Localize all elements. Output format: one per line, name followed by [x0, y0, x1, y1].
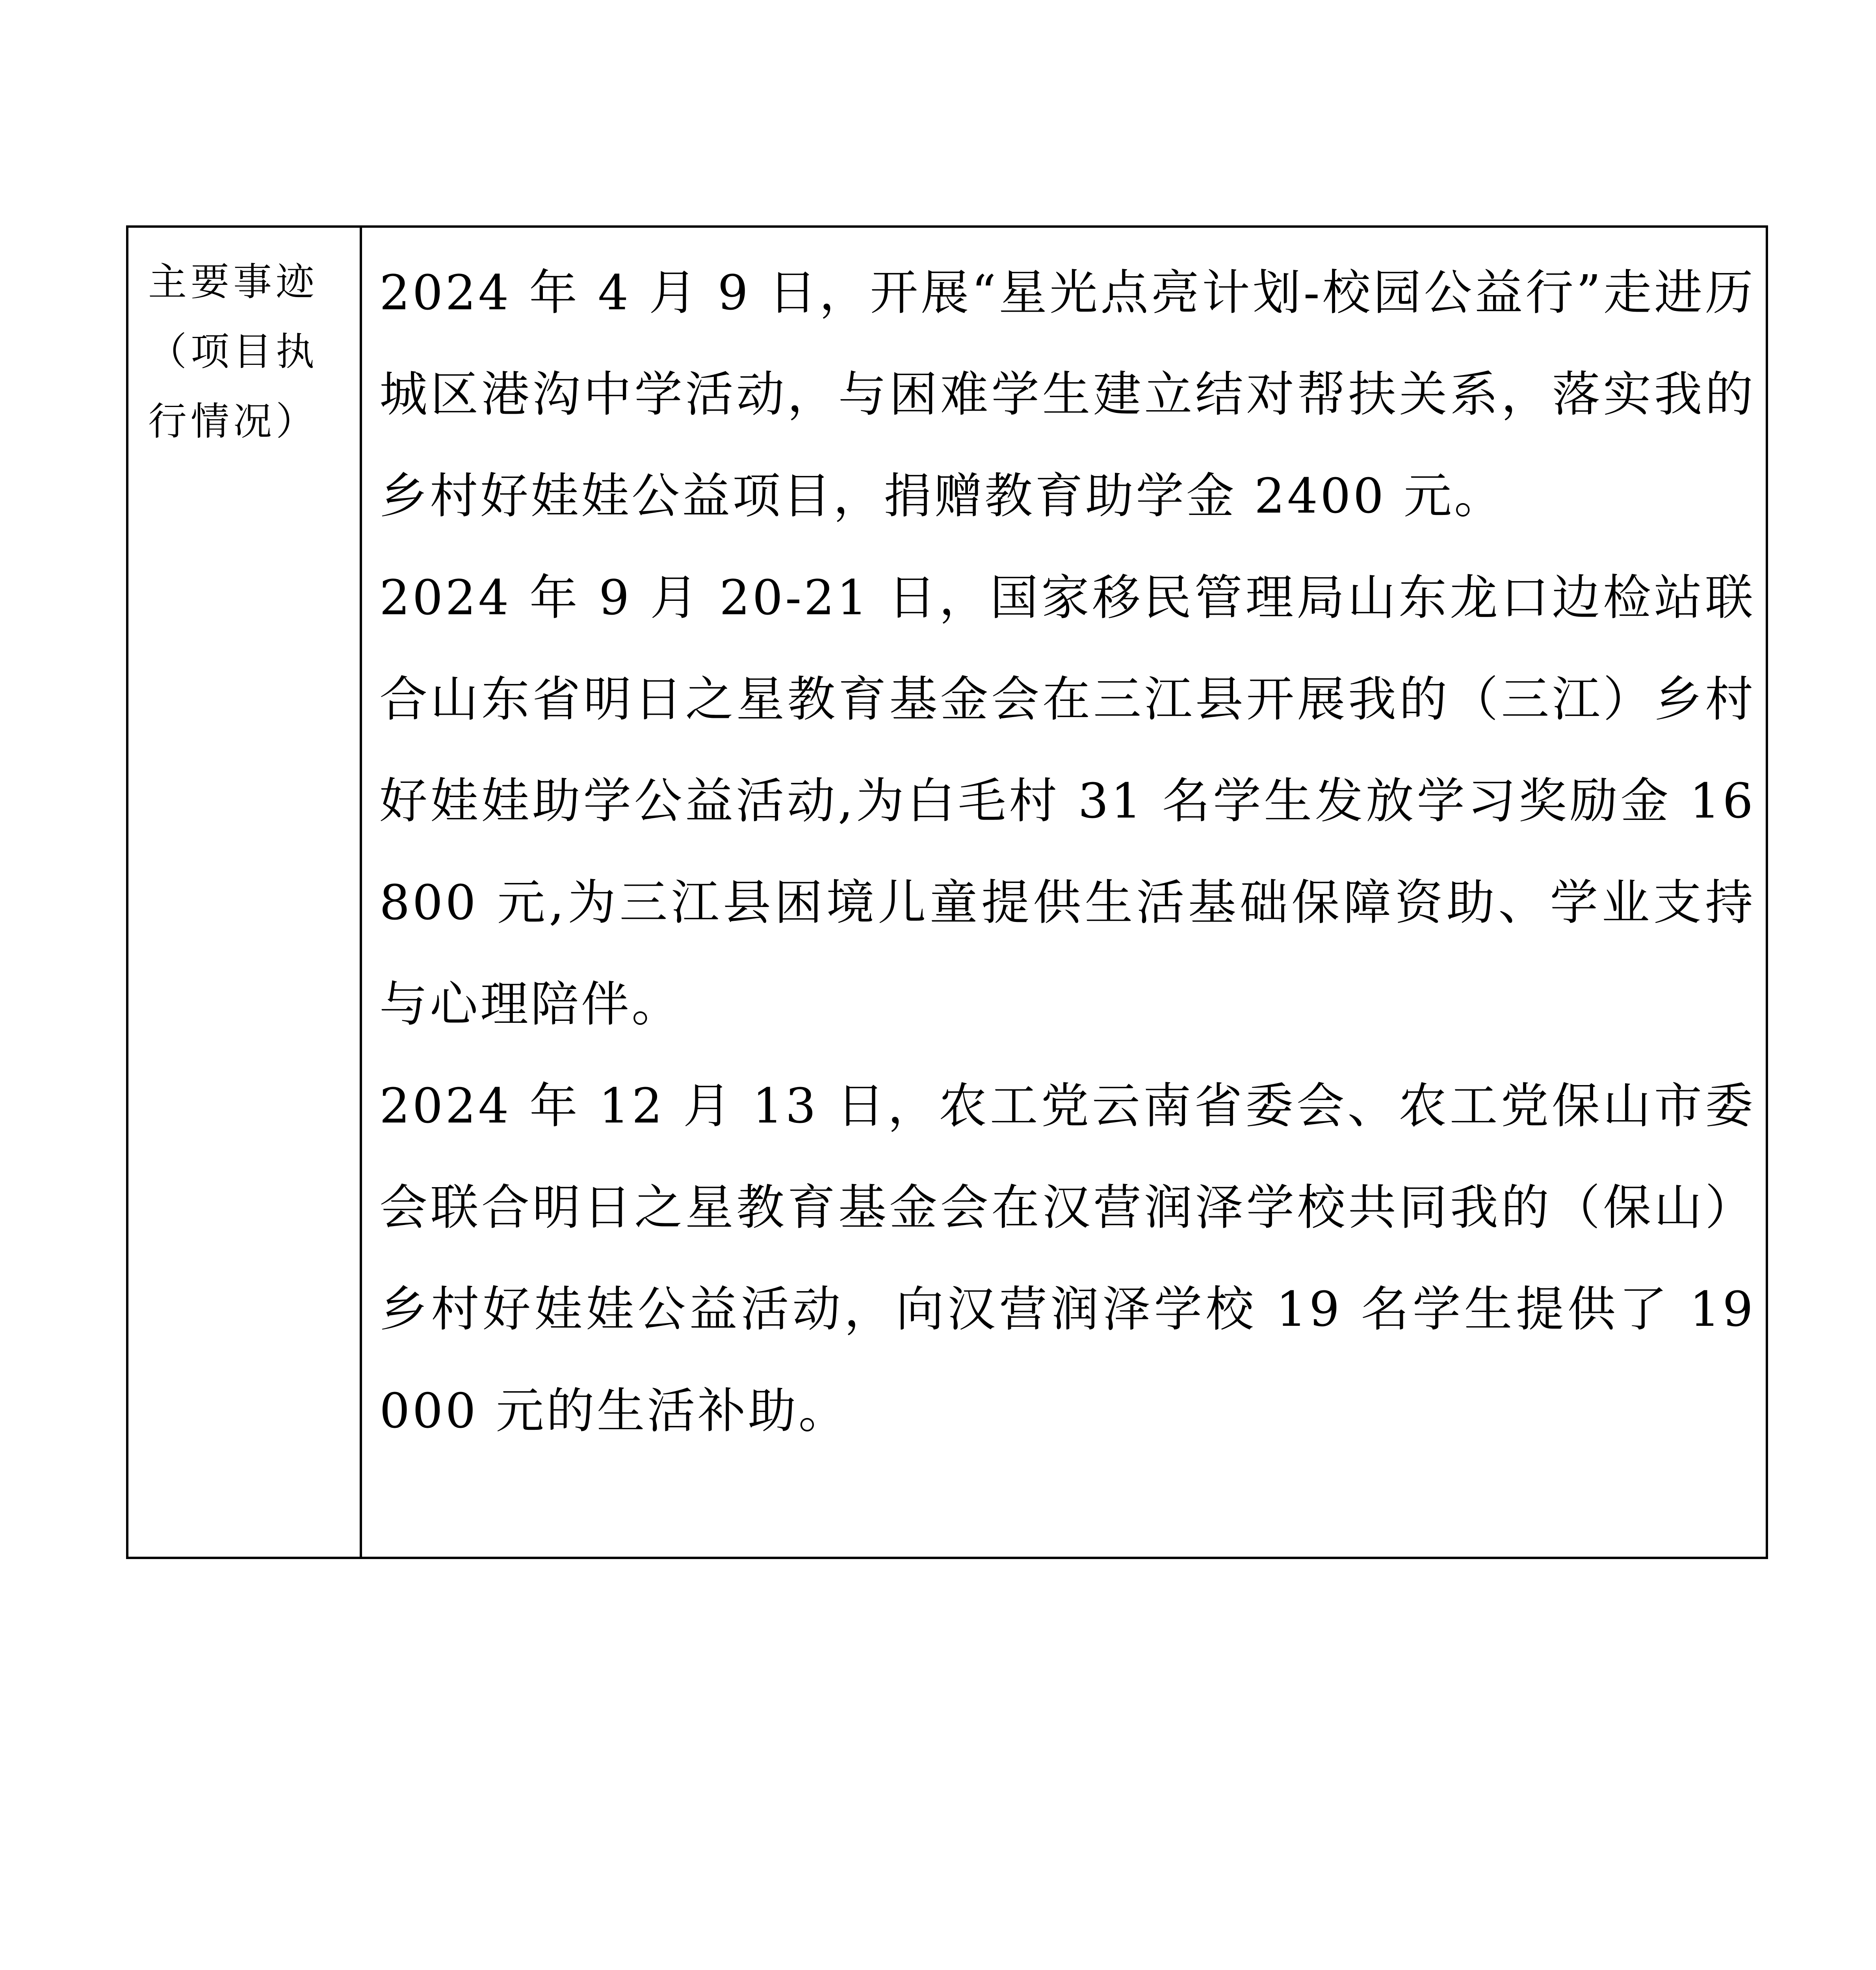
event-paragraph-2024-12: 2024 年 12 月 13 日，农工党云南省委会、农工党保山市委会联合明日之星教育基金会在汉营润泽学校共同我的（保山）乡村好娃娃公益活动，向汉营润泽学校 19 名学生提供了 19000 元的生活补助。	[379, 1078, 1755, 1439]
event-paragraph-2024-04: 2024 年 4 月 9 日，开展“星光点亮计划-校园公益行”走进历城区港沟中学活动，与困难学生建立结对帮扶关系，落实我的乡村好娃娃公益项目，捐赠教育助学金 2400 元。	[379, 265, 1755, 524]
row-label-cell	[128, 228, 362, 1557]
row-label-line: 主要事迹	[148, 260, 319, 305]
row-label-line: （项目执	[148, 329, 319, 374]
event-paragraph-2024-09: 2024 年 9 月 20-21 日，国家移民管理局山东龙口边检站联合山东省明日之星教育基金会在三江县开展我的（三江）乡村好娃娃助学公益活动,为白毛村 31 名学生发放学习奖励金 16800 元,为三江县困境儿童提供生活基础保障资助、学业支持与心理陪伴。	[379, 570, 1755, 1032]
row-label-line: 行情况）	[148, 399, 319, 444]
main-deeds-table	[126, 225, 1768, 1559]
row-content-cell	[362, 228, 1766, 1557]
